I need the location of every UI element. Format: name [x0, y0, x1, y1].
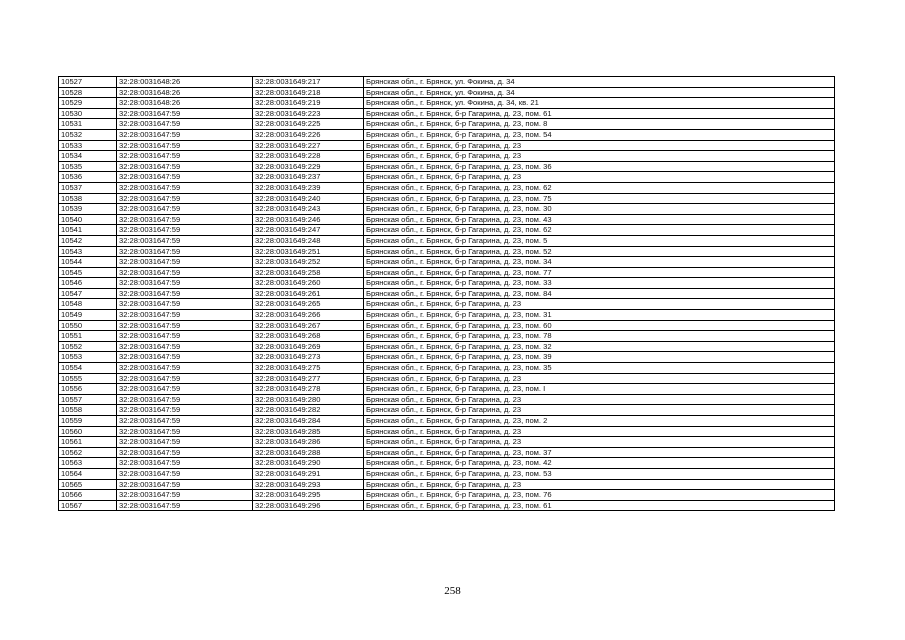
parcel-cadastral-number-cell: 32:28:0031648:26 — [117, 77, 253, 88]
table-row — [59, 246, 835, 257]
object-cadastral-number-cell: 32:28:0031649:273 — [253, 352, 364, 363]
record-number-cell: 10556 — [59, 384, 117, 395]
address-cell: Брянская обл., г. Брянск, ул. Фокина, д. 34 — [364, 87, 835, 98]
table-row — [59, 299, 835, 310]
address-cell: Брянская обл., г. Брянск, б-р Гагарина, д. 23 — [364, 394, 835, 405]
address-cell: Брянская обл., г. Брянск, б-р Гагарина, д. 23, пом. 37 — [364, 447, 835, 458]
address-cell: Брянская обл., г. Брянск, б-р Гагарина, д. 23 — [364, 299, 835, 310]
address-cell: Брянская обл., г. Брянск, б-р Гагарина, д. 23 — [364, 437, 835, 448]
address-cell: Брянская обл., г. Брянск, б-р Гагарина, д. 23, пом. 53 — [364, 468, 835, 479]
record-number-cell: 10528 — [59, 87, 117, 98]
record-number-cell: 10529 — [59, 98, 117, 109]
object-cadastral-number-cell: 32:28:0031649:295 — [253, 490, 364, 501]
parcel-cadastral-number-cell: 32:28:0031647:59 — [117, 394, 253, 405]
record-number-cell: 10558 — [59, 405, 117, 416]
table-row — [59, 225, 835, 236]
address-cell: Брянская обл., г. Брянск, б-р Гагарина, д. 23, пом. 34 — [364, 257, 835, 268]
table-row — [59, 490, 835, 501]
record-number-cell: 10544 — [59, 257, 117, 268]
address-cell: Брянская обл., г. Брянск, б-р Гагарина, д. 23, пом. 61 — [364, 108, 835, 119]
parcel-cadastral-number-cell: 32:28:0031647:59 — [117, 214, 253, 225]
table-row — [59, 405, 835, 416]
parcel-cadastral-number-cell: 32:28:0031647:59 — [117, 204, 253, 215]
table-row — [59, 468, 835, 479]
record-number-cell: 10537 — [59, 182, 117, 193]
parcel-cadastral-number-cell: 32:28:0031647:59 — [117, 246, 253, 257]
parcel-cadastral-number-cell: 32:28:0031647:59 — [117, 341, 253, 352]
record-number-cell: 10563 — [59, 458, 117, 469]
parcel-cadastral-number-cell: 32:28:0031647:59 — [117, 426, 253, 437]
parcel-cadastral-number-cell: 32:28:0031647:59 — [117, 437, 253, 448]
parcel-cadastral-number-cell: 32:28:0031647:59 — [117, 310, 253, 321]
parcel-cadastral-number-cell: 32:28:0031648:26 — [117, 98, 253, 109]
table-row — [59, 77, 835, 88]
parcel-cadastral-number-cell: 32:28:0031648:26 — [117, 87, 253, 98]
address-cell: Брянская обл., г. Брянск, б-р Гагарина, д. 23, пом. 42 — [364, 458, 835, 469]
address-cell: Брянская обл., г. Брянск, б-р Гагарина, д. 23, пом. 62 — [364, 182, 835, 193]
address-cell: Брянская обл., г. Брянск, б-р Гагарина, д. 23, пом. 8 — [364, 119, 835, 130]
record-number-cell: 10539 — [59, 204, 117, 215]
table-row — [59, 479, 835, 490]
address-cell: Брянская обл., г. Брянск, б-р Гагарина, д. 23 — [364, 140, 835, 151]
record-number-cell: 10550 — [59, 320, 117, 331]
table-row — [59, 373, 835, 384]
object-cadastral-number-cell: 32:28:0031649:217 — [253, 77, 364, 88]
parcel-cadastral-number-cell: 32:28:0031647:59 — [117, 384, 253, 395]
object-cadastral-number-cell: 32:28:0031649:261 — [253, 288, 364, 299]
parcel-cadastral-number-cell: 32:28:0031647:59 — [117, 129, 253, 140]
record-number-cell: 10547 — [59, 288, 117, 299]
object-cadastral-number-cell: 32:28:0031649:284 — [253, 416, 364, 427]
parcel-cadastral-number-cell: 32:28:0031647:59 — [117, 331, 253, 342]
address-cell: Брянская обл., г. Брянск, б-р Гагарина, д. 23, пом. 2 — [364, 416, 835, 427]
table-row — [59, 87, 835, 98]
object-cadastral-number-cell: 32:28:0031649:277 — [253, 373, 364, 384]
object-cadastral-number-cell: 32:28:0031649:260 — [253, 278, 364, 289]
object-cadastral-number-cell: 32:28:0031649:227 — [253, 140, 364, 151]
record-number-cell: 10554 — [59, 363, 117, 374]
parcel-cadastral-number-cell: 32:28:0031647:59 — [117, 161, 253, 172]
parcel-cadastral-number-cell: 32:28:0031647:59 — [117, 320, 253, 331]
parcel-cadastral-number-cell: 32:28:0031647:59 — [117, 257, 253, 268]
record-number-cell: 10538 — [59, 193, 117, 204]
record-number-cell: 10561 — [59, 437, 117, 448]
parcel-cadastral-number-cell: 32:28:0031647:59 — [117, 193, 253, 204]
table-row — [59, 394, 835, 405]
object-cadastral-number-cell: 32:28:0031649:286 — [253, 437, 364, 448]
record-number-cell: 10564 — [59, 468, 117, 479]
parcel-cadastral-number-cell: 32:28:0031647:59 — [117, 352, 253, 363]
table-row — [59, 214, 835, 225]
parcel-cadastral-number-cell: 32:28:0031647:59 — [117, 299, 253, 310]
object-cadastral-number-cell: 32:28:0031649:290 — [253, 458, 364, 469]
object-cadastral-number-cell: 32:28:0031649:246 — [253, 214, 364, 225]
object-cadastral-number-cell: 32:28:0031649:243 — [253, 204, 364, 215]
address-cell: Брянская обл., г. Брянск, б-р Гагарина, д. 23 — [364, 405, 835, 416]
parcel-cadastral-number-cell: 32:28:0031647:59 — [117, 490, 253, 501]
table-row — [59, 288, 835, 299]
address-cell: Брянская обл., г. Брянск, ул. Фокина, д. 34 — [364, 77, 835, 88]
object-cadastral-number-cell: 32:28:0031649:282 — [253, 405, 364, 416]
parcel-cadastral-number-cell: 32:28:0031647:59 — [117, 140, 253, 151]
registry-table — [58, 76, 835, 511]
record-number-cell: 10540 — [59, 214, 117, 225]
object-cadastral-number-cell: 32:28:0031649:280 — [253, 394, 364, 405]
record-number-cell: 10546 — [59, 278, 117, 289]
table-row — [59, 129, 835, 140]
object-cadastral-number-cell: 32:28:0031649:237 — [253, 172, 364, 183]
address-cell: Брянская обл., г. Брянск, б-р Гагарина, д. 23, пом. 36 — [364, 161, 835, 172]
object-cadastral-number-cell: 32:28:0031649:223 — [253, 108, 364, 119]
record-number-cell: 10559 — [59, 416, 117, 427]
object-cadastral-number-cell: 32:28:0031649:293 — [253, 479, 364, 490]
table-row — [59, 320, 835, 331]
table-row — [59, 363, 835, 374]
address-cell: Брянская обл., г. Брянск, б-р Гагарина, д. 23, пом. I — [364, 384, 835, 395]
object-cadastral-number-cell: 32:28:0031649:247 — [253, 225, 364, 236]
address-cell: Брянская обл., г. Брянск, б-р Гагарина, д. 23, пом. 31 — [364, 310, 835, 321]
record-number-cell: 10567 — [59, 500, 117, 511]
table-row — [59, 140, 835, 151]
record-number-cell: 10543 — [59, 246, 117, 257]
table-row — [59, 278, 835, 289]
address-cell: Брянская обл., г. Брянск, б-р Гагарина, д. 23, пом. 33 — [364, 278, 835, 289]
object-cadastral-number-cell: 32:28:0031649:285 — [253, 426, 364, 437]
parcel-cadastral-number-cell: 32:28:0031647:59 — [117, 373, 253, 384]
parcel-cadastral-number-cell: 32:28:0031647:59 — [117, 363, 253, 374]
record-number-cell: 10560 — [59, 426, 117, 437]
table-row — [59, 98, 835, 109]
parcel-cadastral-number-cell: 32:28:0031647:59 — [117, 479, 253, 490]
record-number-cell: 10545 — [59, 267, 117, 278]
table-row — [59, 416, 835, 427]
record-number-cell: 10535 — [59, 161, 117, 172]
table-row — [59, 108, 835, 119]
parcel-cadastral-number-cell: 32:28:0031647:59 — [117, 172, 253, 183]
object-cadastral-number-cell: 32:28:0031649:268 — [253, 331, 364, 342]
parcel-cadastral-number-cell: 32:28:0031647:59 — [117, 235, 253, 246]
address-cell: Брянская обл., г. Брянск, б-р Гагарина, д. 23 — [364, 172, 835, 183]
object-cadastral-number-cell: 32:28:0031649:266 — [253, 310, 364, 321]
parcel-cadastral-number-cell: 32:28:0031647:59 — [117, 182, 253, 193]
record-number-cell: 10530 — [59, 108, 117, 119]
object-cadastral-number-cell: 32:28:0031649:291 — [253, 468, 364, 479]
record-number-cell: 10551 — [59, 331, 117, 342]
object-cadastral-number-cell: 32:28:0031649:226 — [253, 129, 364, 140]
object-cadastral-number-cell: 32:28:0031649:288 — [253, 447, 364, 458]
object-cadastral-number-cell: 32:28:0031649:251 — [253, 246, 364, 257]
record-number-cell: 10527 — [59, 77, 117, 88]
record-number-cell: 10549 — [59, 310, 117, 321]
table-row — [59, 151, 835, 162]
object-cadastral-number-cell: 32:28:0031649:248 — [253, 235, 364, 246]
object-cadastral-number-cell: 32:28:0031649:218 — [253, 87, 364, 98]
table-row — [59, 437, 835, 448]
object-cadastral-number-cell: 32:28:0031649:265 — [253, 299, 364, 310]
address-cell: Брянская обл., г. Брянск, б-р Гагарина, д. 23 — [364, 479, 835, 490]
parcel-cadastral-number-cell: 32:28:0031647:59 — [117, 500, 253, 511]
record-number-cell: 10565 — [59, 479, 117, 490]
address-cell: Брянская обл., г. Брянск, б-р Гагарина, д. 23 — [364, 151, 835, 162]
address-cell: Брянская обл., г. Брянск, б-р Гагарина, д. 23, пом. 76 — [364, 490, 835, 501]
record-number-cell: 10562 — [59, 447, 117, 458]
record-number-cell: 10552 — [59, 341, 117, 352]
object-cadastral-number-cell: 32:28:0031649:228 — [253, 151, 364, 162]
address-cell: Брянская обл., г. Брянск, б-р Гагарина, д. 23, пом. 61 — [364, 500, 835, 511]
address-cell: Брянская обл., г. Брянск, б-р Гагарина, д. 23, пом. 5 — [364, 235, 835, 246]
object-cadastral-number-cell: 32:28:0031649:240 — [253, 193, 364, 204]
address-cell: Брянская обл., г. Брянск, б-р Гагарина, д. 23, пом. 32 — [364, 341, 835, 352]
address-cell: Брянская обл., г. Брянск, б-р Гагарина, д. 23, пом. 78 — [364, 331, 835, 342]
parcel-cadastral-number-cell: 32:28:0031647:59 — [117, 447, 253, 458]
table-row — [59, 161, 835, 172]
registry-table-body — [59, 77, 835, 511]
parcel-cadastral-number-cell: 32:28:0031647:59 — [117, 151, 253, 162]
table-row — [59, 331, 835, 342]
address-cell: Брянская обл., г. Брянск, б-р Гагарина, д. 23, пом. 77 — [364, 267, 835, 278]
address-cell: Брянская обл., г. Брянск, ул. Фокина, д. 34, кв. 21 — [364, 98, 835, 109]
record-number-cell: 10533 — [59, 140, 117, 151]
parcel-cadastral-number-cell: 32:28:0031647:59 — [117, 278, 253, 289]
table-row — [59, 267, 835, 278]
object-cadastral-number-cell: 32:28:0031649:275 — [253, 363, 364, 374]
object-cadastral-number-cell: 32:28:0031649:252 — [253, 257, 364, 268]
record-number-cell: 10532 — [59, 129, 117, 140]
table-row — [59, 310, 835, 321]
parcel-cadastral-number-cell: 32:28:0031647:59 — [117, 405, 253, 416]
table-row — [59, 235, 835, 246]
table-row — [59, 172, 835, 183]
record-number-cell: 10566 — [59, 490, 117, 501]
record-number-cell: 10542 — [59, 235, 117, 246]
record-number-cell: 10557 — [59, 394, 117, 405]
parcel-cadastral-number-cell: 32:28:0031647:59 — [117, 225, 253, 236]
address-cell: Брянская обл., г. Брянск, б-р Гагарина, д. 23, пом. 43 — [364, 214, 835, 225]
address-cell: Брянская обл., г. Брянск, б-р Гагарина, д. 23 — [364, 373, 835, 384]
parcel-cadastral-number-cell: 32:28:0031647:59 — [117, 288, 253, 299]
record-number-cell: 10534 — [59, 151, 117, 162]
address-cell: Брянская обл., г. Брянск, б-р Гагарина, д. 23 — [364, 426, 835, 437]
parcel-cadastral-number-cell: 32:28:0031647:59 — [117, 108, 253, 119]
object-cadastral-number-cell: 32:28:0031649:267 — [253, 320, 364, 331]
address-cell: Брянская обл., г. Брянск, б-р Гагарина, д. 23, пом. 52 — [364, 246, 835, 257]
table-row — [59, 204, 835, 215]
table-row — [59, 257, 835, 268]
parcel-cadastral-number-cell: 32:28:0031647:59 — [117, 119, 253, 130]
table-row — [59, 447, 835, 458]
parcel-cadastral-number-cell: 32:28:0031647:59 — [117, 416, 253, 427]
object-cadastral-number-cell: 32:28:0031649:269 — [253, 341, 364, 352]
record-number-cell: 10553 — [59, 352, 117, 363]
address-cell: Брянская обл., г. Брянск, б-р Гагарина, д. 23, пом. 75 — [364, 193, 835, 204]
object-cadastral-number-cell: 32:28:0031649:229 — [253, 161, 364, 172]
object-cadastral-number-cell: 32:28:0031649:296 — [253, 500, 364, 511]
table-row — [59, 193, 835, 204]
table-row — [59, 352, 835, 363]
table-row — [59, 458, 835, 469]
address-cell: Брянская обл., г. Брянск, б-р Гагарина, д. 23, пом. 54 — [364, 129, 835, 140]
table-row — [59, 119, 835, 130]
table-row — [59, 500, 835, 511]
object-cadastral-number-cell: 32:28:0031649:225 — [253, 119, 364, 130]
address-cell: Брянская обл., г. Брянск, б-р Гагарина, д. 23, пом. 39 — [364, 352, 835, 363]
address-cell: Брянская обл., г. Брянск, б-р Гагарина, д. 23, пом. 30 — [364, 204, 835, 215]
object-cadastral-number-cell: 32:28:0031649:278 — [253, 384, 364, 395]
parcel-cadastral-number-cell: 32:28:0031647:59 — [117, 267, 253, 278]
table-row — [59, 182, 835, 193]
record-number-cell: 10541 — [59, 225, 117, 236]
parcel-cadastral-number-cell: 32:28:0031647:59 — [117, 468, 253, 479]
table-row — [59, 384, 835, 395]
parcel-cadastral-number-cell: 32:28:0031647:59 — [117, 458, 253, 469]
object-cadastral-number-cell: 32:28:0031649:239 — [253, 182, 364, 193]
address-cell: Брянская обл., г. Брянск, б-р Гагарина, д. 23, пом. 62 — [364, 225, 835, 236]
record-number-cell: 10531 — [59, 119, 117, 130]
record-number-cell: 10548 — [59, 299, 117, 310]
address-cell: Брянская обл., г. Брянск, б-р Гагарина, д. 23, пом. 60 — [364, 320, 835, 331]
record-number-cell: 10555 — [59, 373, 117, 384]
address-cell: Брянская обл., г. Брянск, б-р Гагарина, д. 23, пом. 84 — [364, 288, 835, 299]
object-cadastral-number-cell: 32:28:0031649:258 — [253, 267, 364, 278]
table-row — [59, 341, 835, 352]
object-cadastral-number-cell: 32:28:0031649:219 — [253, 98, 364, 109]
page-number: 258 — [444, 585, 461, 597]
address-cell: Брянская обл., г. Брянск, б-р Гагарина, д. 23, пом. 35 — [364, 363, 835, 374]
record-number-cell: 10536 — [59, 172, 117, 183]
table-row — [59, 426, 835, 437]
